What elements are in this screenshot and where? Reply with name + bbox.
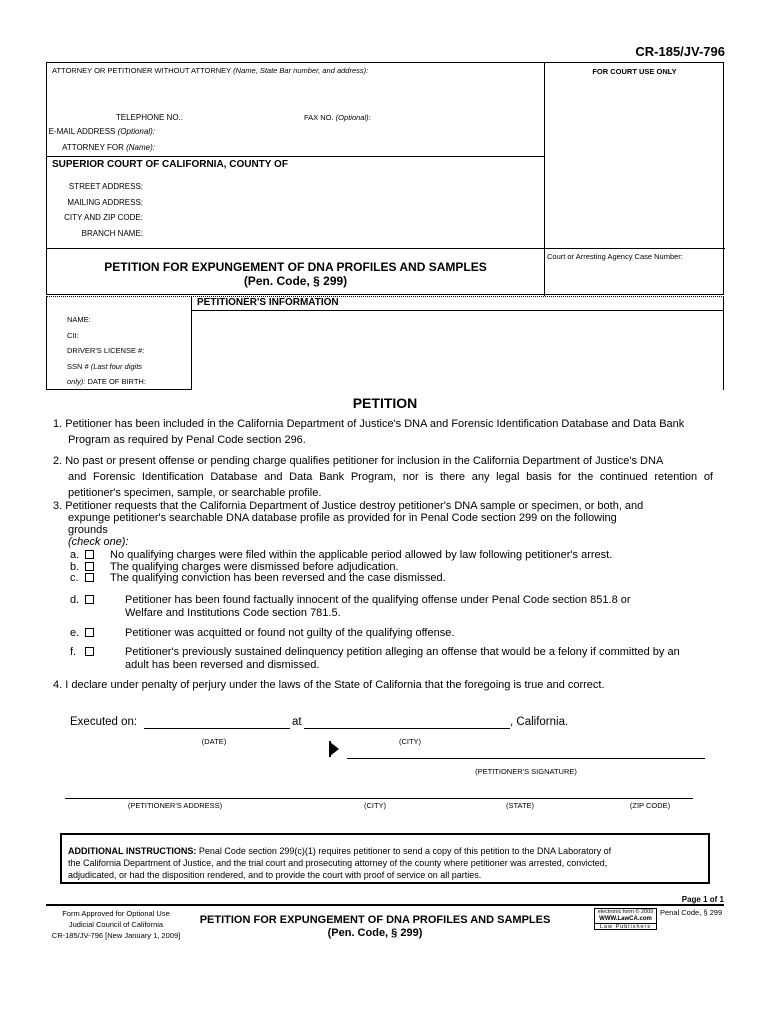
petitioner-info-box [46,297,724,390]
item-2: 2. No past or present offense or pending charge qualifies petitioner for inclusion in the California Department of Justice's DNA and Forensic Identification Database and Data Bank Program, nor is there any legal basis for the continued retention of petitioner's specimen, sample, or searchable profile. [53,455,713,499]
option-a: a. No qualifying charges were filed within the applicable period allowed by law following petitioner's arrest. [70,549,613,561]
header-divider [544,63,545,296]
case-number-label: Court or Arresting Agency Case Number: [547,252,683,261]
option-d: d. [70,594,94,607]
option-f: f. [70,646,94,658]
instructions-box: ADDITIONAL INSTRUCTIONS: Penal Code section 299(c)(1) requires petitioner to send a copy of this petition to the DNA Laboratory of the California Department of Justice, and the trial court and prosecuting attorney of the county where petitioner was arrested, convicted, adjudicated, or had the disposition rendered, and to provide the court with proof of service on all parties. [60,833,710,884]
ssn-label: SSN # (Last four digits [67,362,143,371]
checkbox-a[interactable] [85,550,94,559]
form-number: CR-185/JV-796 [635,44,725,59]
petitioner-info-heading: PETITIONER'S INFORMATION [197,297,339,308]
page-indicator: Page 1 of 1 [681,895,724,904]
item-1: 1. Petitioner has been included in the California Department of Justice's DNA and Forensic Identification Database and Data Bank Program as required by Penal Code section 296. [53,418,685,446]
cii-label: CII: [67,331,79,340]
name-label: NAME: [67,315,91,324]
email-label: E-MAIL ADDRESS (Optional): [48,127,155,136]
checkbox-c[interactable] [85,573,94,582]
street-label: STREET ADDRESS: [68,182,143,191]
at-label: at [292,716,302,728]
address-caption: (PETITIONER'S ADDRESS) [127,801,223,810]
city-caption: (CITY) [398,737,422,746]
signature-line[interactable] [347,749,705,759]
city-line[interactable] [304,716,510,729]
fax-label: FAX NO. (Optional): [304,113,371,122]
mailing-label: MAILING ADDRESS: [67,198,143,207]
option-d-text: Petitioner has been found factually innocent of the qualifying offense under Penal Code section 851.8 or Welfare and Institutions Code section 781.5. [125,594,631,619]
checkbox-e[interactable] [85,628,94,637]
california-label: , California. [510,716,569,728]
instructions-label: ADDITIONAL INSTRUCTIONS: [68,846,197,856]
checkbox-b[interactable] [85,562,94,571]
petition-heading: PETITION [352,395,418,411]
court-divider [47,156,544,157]
zip-caption: (ZIP CODE) [629,801,671,810]
city-zip-label: CITY AND ZIP CODE: [64,213,143,222]
footer-title: PETITION FOR EXPUNGEMENT OF DNA PROFILES AND SAMPLES (Pen. Code, § 299) [199,914,551,939]
penal-code-ref: Penal Code, § 299 [660,908,723,917]
state-caption: (STATE) [505,801,535,810]
date-line[interactable] [144,716,290,729]
checkbox-d[interactable] [85,595,94,604]
attorney-for-label: ATTORNEY FOR (Name): [62,143,155,152]
address-line[interactable] [65,789,693,799]
attorney-label: ATTORNEY OR PETITIONER WITHOUT ATTORNEY (Name, State Bar number, and address): [52,66,369,75]
signature-caption: (PETITIONER'S SIGNATURE) [475,767,577,776]
option-e-text: Petitioner was acquitted or found not guilty of the qualifying offense. [125,627,455,639]
option-b: b. The qualifying charges were dismissed before adjudication. [70,560,399,573]
date-caption: (DATE) [201,737,227,746]
form-title: PETITION FOR EXPUNGEMENT OF DNA PROFILES AND SAMPLES (Pen. Code, § 299) [104,260,487,288]
city2-caption: (CITY) [363,801,387,810]
dob-label: only): DATE OF BIRTH: [67,377,146,386]
title-divider [47,248,725,249]
footer-left: Form Approved for Optional Use Judicial Council of California CR-185/JV-796 [New January 1, 2009] [51,909,181,940]
checkbox-f[interactable] [85,647,94,656]
item-4: 4. I declare under penalty of perjury under the laws of the State of California that the foregoing is true and correct. [53,679,605,691]
option-c: c. The qualifying conviction has been reversed and the case dismissed. [70,572,446,584]
options-abc [70,550,612,585]
branch-label: BRANCH NAME: [81,229,143,238]
option-e: e. [70,627,94,639]
court-heading: SUPERIOR COURT OF CALIFORNIA, COUNTY OF [52,159,288,170]
dl-label: DRIVER'S LICENSE #: [67,346,145,355]
option-f-text: Petitioner's previously sustained delinquency petition alleging an offense that would be a felony if committed by an adult has been reversed and dismissed. [125,646,680,671]
telephone-label: TELEPHONE NO.: [115,113,183,122]
publisher-logo: electronic form © 2009 WWW.LawCA.com Law Publishers [594,908,657,930]
executed-on-label: Executed on: [70,716,138,728]
court-use-label: FOR COURT USE ONLY [592,67,677,76]
header-box [46,62,724,295]
item-3: 3. Petitioner requests that the California Department of Justice destroy petitioner's DNA sample or specimen, or both, and expunge petitioner's searchable DNA database profile as provided for in Penal Code section 299 on the following grounds (check one): [53,500,644,548]
signature-arrow-icon [330,742,339,756]
